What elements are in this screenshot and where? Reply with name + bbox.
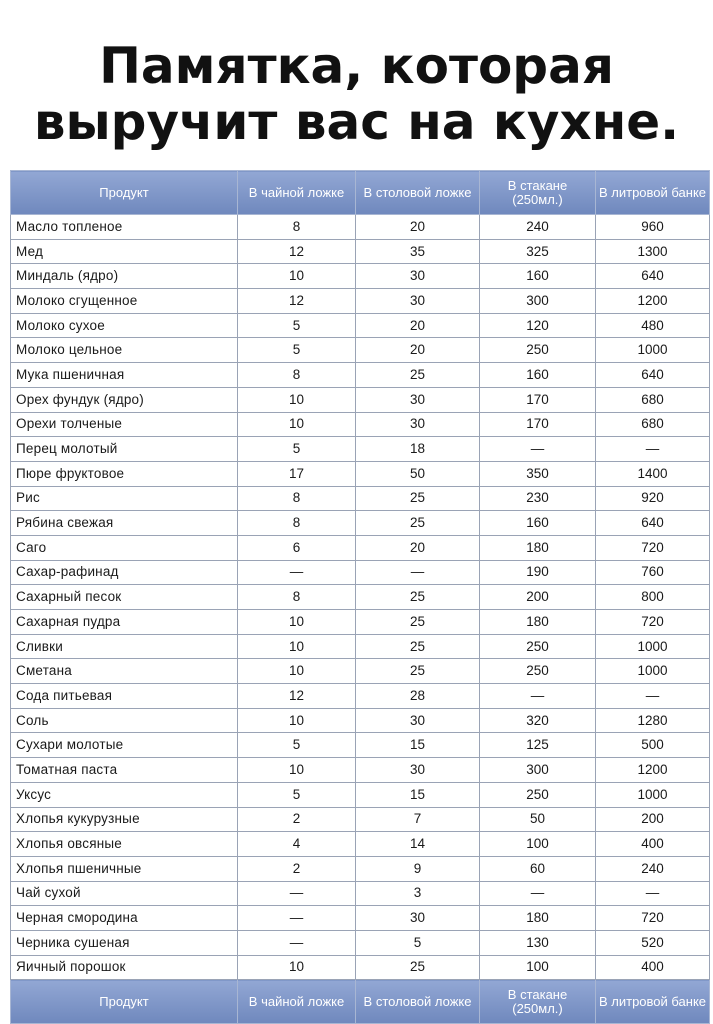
teaspoon-value: 8 (238, 215, 356, 240)
liter-jar-value: — (596, 684, 710, 709)
table-row (11, 881, 710, 906)
tablespoon-value: 20 (356, 313, 480, 338)
table-row (11, 461, 710, 486)
table-row (11, 437, 710, 462)
table-row (11, 906, 710, 931)
product-name: Черная смородина (11, 906, 238, 931)
product-name: Хлопья овсяные (11, 832, 238, 857)
glass-value: 160 (480, 363, 596, 388)
teaspoon-value: 5 (238, 782, 356, 807)
glass-value: 320 (480, 708, 596, 733)
product-name: Сливки (11, 634, 238, 659)
liter-jar-value: 520 (596, 930, 710, 955)
liter-jar-value: 960 (596, 215, 710, 240)
title-line-1: Памятка, которая (99, 36, 614, 95)
table-row (11, 930, 710, 955)
teaspoon-value: — (238, 560, 356, 585)
table-row (11, 560, 710, 585)
liter-jar-value: 1300 (596, 239, 710, 264)
glass-value: 100 (480, 955, 596, 980)
product-name: Сахарная пудра (11, 610, 238, 635)
tablespoon-value: 5 (356, 930, 480, 955)
liter-jar-value: 640 (596, 264, 710, 289)
liter-jar-value: 680 (596, 412, 710, 437)
teaspoon-value: 5 (238, 338, 356, 363)
tablespoon-value: 25 (356, 585, 480, 610)
tablespoon-value: 15 (356, 782, 480, 807)
product-name: Пюре фруктовое (11, 461, 238, 486)
glass-value: 200 (480, 585, 596, 610)
product-name: Сухари молотые (11, 733, 238, 758)
glass-value: 230 (480, 486, 596, 511)
footer-product: Продукт (11, 980, 238, 1024)
product-name: Масло топленое (11, 215, 238, 240)
liter-jar-value: 640 (596, 511, 710, 536)
tablespoon-value: 25 (356, 363, 480, 388)
product-name: Молоко сгущенное (11, 289, 238, 314)
tablespoon-value: 7 (356, 807, 480, 832)
liter-jar-value: 500 (596, 733, 710, 758)
tablespoon-value: 25 (356, 486, 480, 511)
header-row (11, 171, 710, 215)
glass-value: 250 (480, 782, 596, 807)
teaspoon-value: 5 (238, 733, 356, 758)
product-name: Мука пшеничная (11, 363, 238, 388)
table-row (11, 412, 710, 437)
glass-value: — (480, 684, 596, 709)
header-glass: В стакане (250мл.) (480, 171, 596, 215)
tablespoon-value: 30 (356, 758, 480, 783)
tablespoon-value: 25 (356, 511, 480, 536)
product-name: Черника сушеная (11, 930, 238, 955)
tablespoon-value: 15 (356, 733, 480, 758)
tablespoon-value: 30 (356, 387, 480, 412)
table-row (11, 856, 710, 881)
product-name: Рис (11, 486, 238, 511)
tablespoon-value: 50 (356, 461, 480, 486)
tablespoon-value: 28 (356, 684, 480, 709)
glass-value: 125 (480, 733, 596, 758)
product-name: Миндаль (ядро) (11, 264, 238, 289)
liter-jar-value: 480 (596, 313, 710, 338)
teaspoon-value: 8 (238, 486, 356, 511)
table-row (11, 338, 710, 363)
teaspoon-value: 12 (238, 239, 356, 264)
product-name: Томатная паста (11, 758, 238, 783)
teaspoon-value: 2 (238, 807, 356, 832)
product-name: Соль (11, 708, 238, 733)
glass-value: 325 (480, 239, 596, 264)
footer-tablespoon: В столовой ложке (356, 980, 480, 1024)
liter-jar-value: 1200 (596, 289, 710, 314)
footer-glass: В стакане (250мл.) (480, 980, 596, 1024)
product-name: Саго (11, 535, 238, 560)
glass-value: 300 (480, 758, 596, 783)
product-name: Орех фундук (ядро) (11, 387, 238, 412)
tablespoon-value: 25 (356, 955, 480, 980)
tablespoon-value: 14 (356, 832, 480, 857)
glass-value: 190 (480, 560, 596, 585)
glass-value: 170 (480, 387, 596, 412)
glass-value: 120 (480, 313, 596, 338)
product-name: Мед (11, 239, 238, 264)
footer-liter-jar: В литровой банке (596, 980, 710, 1024)
glass-value: 180 (480, 610, 596, 635)
liter-jar-value: 1000 (596, 634, 710, 659)
tablespoon-value: 35 (356, 239, 480, 264)
liter-jar-value: 240 (596, 856, 710, 881)
glass-value: — (480, 881, 596, 906)
table-body (11, 215, 710, 980)
product-name: Перец молотый (11, 437, 238, 462)
tablespoon-value: 30 (356, 708, 480, 733)
tablespoon-value: 30 (356, 264, 480, 289)
tablespoon-value: 30 (356, 412, 480, 437)
teaspoon-value: 10 (238, 634, 356, 659)
teaspoon-value: 8 (238, 511, 356, 536)
liter-jar-value: 720 (596, 535, 710, 560)
liter-jar-value: 200 (596, 807, 710, 832)
tablespoon-value: 20 (356, 535, 480, 560)
glass-value: 160 (480, 264, 596, 289)
product-name: Хлопья кукурузные (11, 807, 238, 832)
glass-value: 180 (480, 906, 596, 931)
glass-value: 300 (480, 289, 596, 314)
teaspoon-value: 8 (238, 363, 356, 388)
tablespoon-value: 20 (356, 215, 480, 240)
glass-value: 250 (480, 659, 596, 684)
teaspoon-value: 10 (238, 412, 356, 437)
glass-value: 350 (480, 461, 596, 486)
table-row (11, 313, 710, 338)
glass-value: 180 (480, 535, 596, 560)
liter-jar-value: — (596, 437, 710, 462)
liter-jar-value: 800 (596, 585, 710, 610)
liter-jar-value: 1000 (596, 782, 710, 807)
product-name: Сода питьевая (11, 684, 238, 709)
product-name: Молоко сухое (11, 313, 238, 338)
teaspoon-value: 6 (238, 535, 356, 560)
teaspoon-value: 10 (238, 264, 356, 289)
table-row (11, 955, 710, 980)
table-row (11, 239, 710, 264)
table-row (11, 215, 710, 240)
header-tablespoon: В столовой ложке (356, 171, 480, 215)
tablespoon-value: 3 (356, 881, 480, 906)
table-row (11, 264, 710, 289)
tablespoon-value: 25 (356, 610, 480, 635)
glass-value: 60 (480, 856, 596, 881)
product-name: Сахарный песок (11, 585, 238, 610)
teaspoon-value: 10 (238, 659, 356, 684)
liter-jar-value: 1400 (596, 461, 710, 486)
glass-value: — (480, 437, 596, 462)
liter-jar-value: 400 (596, 832, 710, 857)
table-row (11, 634, 710, 659)
teaspoon-value: 12 (238, 684, 356, 709)
teaspoon-value: — (238, 881, 356, 906)
teaspoon-value: 8 (238, 585, 356, 610)
table-row (11, 289, 710, 314)
teaspoon-value: 5 (238, 313, 356, 338)
table-row (11, 733, 710, 758)
teaspoon-value: — (238, 906, 356, 931)
table-row (11, 486, 710, 511)
table-row (11, 832, 710, 857)
glass-value: 250 (480, 634, 596, 659)
table-row (11, 807, 710, 832)
teaspoon-value: 4 (238, 832, 356, 857)
product-name: Сахар-рафинад (11, 560, 238, 585)
teaspoon-value: 17 (238, 461, 356, 486)
teaspoon-value: 12 (238, 289, 356, 314)
tablespoon-value: 30 (356, 906, 480, 931)
teaspoon-value: 10 (238, 758, 356, 783)
glass-value: 160 (480, 511, 596, 536)
product-name: Молоко цельное (11, 338, 238, 363)
liter-jar-value: 1200 (596, 758, 710, 783)
teaspoon-value: 10 (238, 610, 356, 635)
page-title (0, 38, 713, 150)
product-name: Рябина свежая (11, 511, 238, 536)
tablespoon-value: 25 (356, 659, 480, 684)
glass-value: 130 (480, 930, 596, 955)
liter-jar-value: 640 (596, 363, 710, 388)
liter-jar-value: 920 (596, 486, 710, 511)
teaspoon-value: 10 (238, 708, 356, 733)
liter-jar-value: 1000 (596, 659, 710, 684)
measures-table (10, 170, 710, 1024)
product-name: Орехи толченые (11, 412, 238, 437)
liter-jar-value: 680 (596, 387, 710, 412)
liter-jar-value: 760 (596, 560, 710, 585)
product-name: Хлопья пшеничные (11, 856, 238, 881)
product-name: Яичный порошок (11, 955, 238, 980)
teaspoon-value: 10 (238, 387, 356, 412)
product-name: Уксус (11, 782, 238, 807)
liter-jar-value: 1280 (596, 708, 710, 733)
header-liter-jar: В литровой банке (596, 171, 710, 215)
tablespoon-value: 9 (356, 856, 480, 881)
liter-jar-value: 720 (596, 906, 710, 931)
table-row (11, 708, 710, 733)
tablespoon-value: 25 (356, 634, 480, 659)
glass-value: 170 (480, 412, 596, 437)
glass-value: 240 (480, 215, 596, 240)
footer-teaspoon: В чайной ложке (238, 980, 356, 1024)
header-product: Продукт (11, 171, 238, 215)
liter-jar-value: 720 (596, 610, 710, 635)
liter-jar-value: 1000 (596, 338, 710, 363)
table-row (11, 585, 710, 610)
table-row (11, 659, 710, 684)
teaspoon-value: 2 (238, 856, 356, 881)
title-line-2: выручит вас на кухне. (33, 92, 680, 151)
glass-value: 250 (480, 338, 596, 363)
table-row (11, 684, 710, 709)
table-row (11, 758, 710, 783)
product-name: Чай сухой (11, 881, 238, 906)
table-row (11, 782, 710, 807)
table-row (11, 387, 710, 412)
header-teaspoon: В чайной ложке (238, 171, 356, 215)
liter-jar-value: 400 (596, 955, 710, 980)
teaspoon-value: 5 (238, 437, 356, 462)
tablespoon-value: 20 (356, 338, 480, 363)
teaspoon-value: 10 (238, 955, 356, 980)
table-row (11, 610, 710, 635)
tablespoon-value: 30 (356, 289, 480, 314)
table-row (11, 363, 710, 388)
table-row (11, 511, 710, 536)
liter-jar-value: — (596, 881, 710, 906)
glass-value: 100 (480, 832, 596, 857)
glass-value: 50 (480, 807, 596, 832)
tablespoon-value: 18 (356, 437, 480, 462)
footer-header-row (11, 980, 710, 1024)
table-row (11, 535, 710, 560)
teaspoon-value: — (238, 930, 356, 955)
tablespoon-value: — (356, 560, 480, 585)
product-name: Сметана (11, 659, 238, 684)
